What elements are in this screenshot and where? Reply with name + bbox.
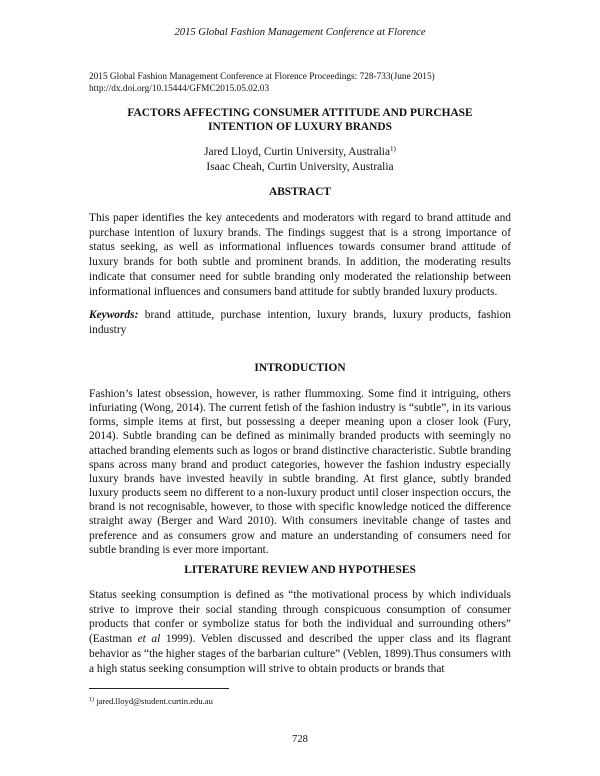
introduction-body: Fashion’s latest obsession, however, is rather flummoxing. Some find it intriguing, others infuriating (Wong, 2014). The current fetish of the fashion industry is “subtle”, in its various forms, simple items at first, but possessing a deeper meaning upon a closer look (Fury, 2014). Subtle branding can be defined as minimally branded products with seemingly no attached branding elements such as logos or brand distinctive characteristic. Subtle branding spans across many brand and product categories, however the fashion industry especially luxury brands have invested heavily in subtle branding. At first glance, subtly branded luxury products seem no different to a non-luxury product until closer inspection occurs, the brand is not recognisable, however, to those with specific knowledge noticed the difference straight away (Berger and Ward 2010). With consumers inevitable change of tastes and preference and as consumers grow and mature an understanding of consumers need for subtle branding is ever more important. — [89, 388, 511, 556]
authors-block — [60, 145, 540, 175]
abstract-heading: ABSTRACT — [268, 186, 332, 198]
literature-body-part-1: Status seeking consumption is defined as “the motivational process by which individuals strive to improve their social standing through conspicuous consumption of consumer products that confer or symbolize status for both the individual and surrounding others” (Eastman — [89, 589, 511, 646]
introduction-heading: INTRODUCTION — [254, 362, 346, 374]
footnote-mark: 1) — [89, 697, 94, 703]
literature-body-part-2: 1999). Veblen discussed and described the upper class and its flagrant behavior as “the higher stages of the barbarian culture” (Veblen, 1899).Thus consumers with a high status seeking consumption will strive to obtain products or brands that — [89, 633, 511, 675]
literature-body-italic: et al — [137, 633, 161, 646]
keywords-block — [89, 308, 511, 337]
citation-doi: http://dx.doi.org/10.15444/GFMC2015.05.02.03 — [89, 84, 270, 94]
author-1-name: Jared Lloyd, Curtin University, Australia — [204, 146, 391, 158]
literature-heading: LITERATURE REVIEW AND HYPOTHESES — [184, 564, 416, 576]
page-number: 728 — [292, 734, 308, 745]
footnote-email: jared.lloyd@student.curtin.edu.au — [94, 696, 213, 706]
running-header: 2015 Global Fashion Management Conference at Florence — [174, 27, 426, 38]
keywords-text: brand attitude, purchase intention, luxury brands, luxury products, fashion industry — [89, 309, 511, 336]
abstract-body: This paper identifies the key antecedents and moderators with regard to brand attitude and purchase intention of luxury brands. The findings suggest that is a strong importance of status seeking, as well as informational influences towards consumer brand attitude of luxury brands for both subtle and prominent brands. In addition, the moderating results indicate that consumer need for subtle branding only moderated the relationship between informational influences and consumers band attitude for subtly branded luxury products. — [89, 212, 511, 298]
footnote — [89, 696, 213, 706]
paper-title-line-2: INTENTION OF LUXURY BRANDS — [208, 121, 392, 133]
literature-body — [89, 588, 511, 676]
footnote-divider — [89, 688, 229, 689]
citation-line-1: 2015 Global Fashion Management Conference at Florence Proceedings: 728-733(June 2015) — [89, 72, 435, 82]
author-1 — [60, 145, 540, 160]
citation-block — [89, 71, 435, 95]
keywords-label: Keywords: — [89, 309, 139, 321]
paper-title-line-1: FACTORS AFFECTING CONSUMER ATTITUDE AND PURCHASE — [127, 107, 473, 119]
author-2: Isaac Cheah, Curtin University, Australia — [206, 161, 394, 173]
author-1-footnote-mark: 1) — [390, 145, 396, 153]
paper-title — [60, 106, 540, 134]
